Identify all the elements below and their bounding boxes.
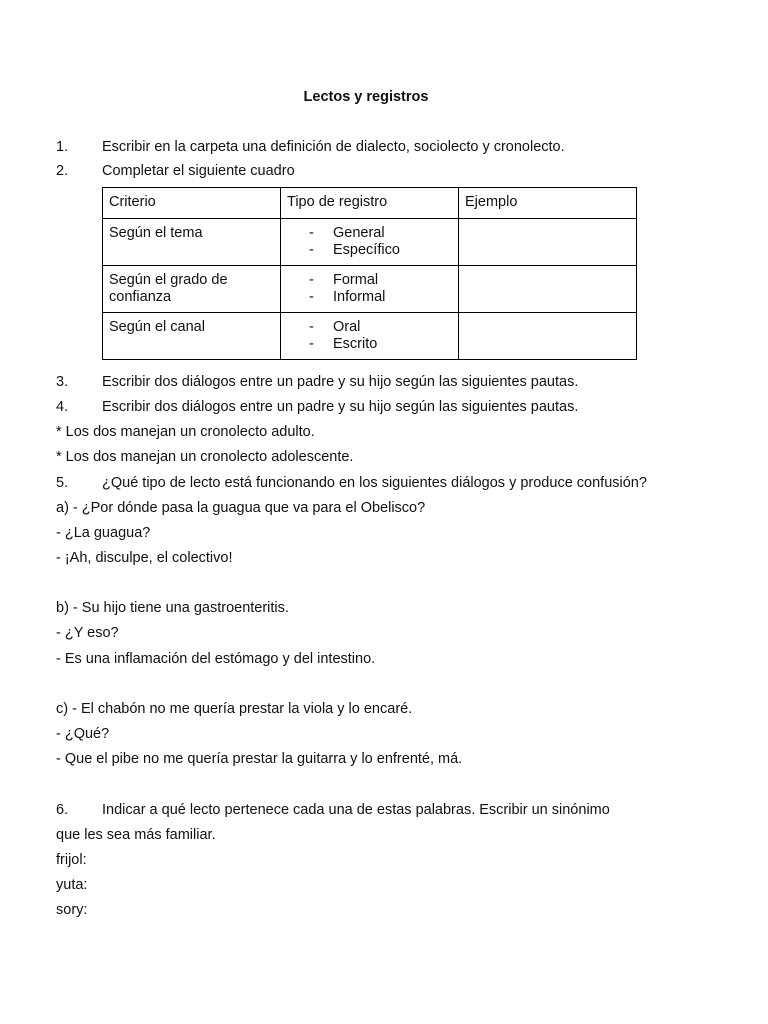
item-text-continuation: que les sea más familiar.: [56, 827, 216, 843]
dialogue-line: a) - ¿Por dónde pasa la guagua que va para el Obelisco?: [56, 500, 426, 516]
item-text: Escribir dos diálogos entre un padre y su hijo según las siguientes pautas.: [102, 399, 579, 415]
registro-item: Escrito: [333, 336, 378, 352]
registro-item: Informal: [333, 289, 386, 305]
table-header: Tipo de registro: [281, 188, 459, 219]
item-number: 4.: [56, 399, 69, 415]
item-text: Escribir dos diálogos entre un padre y su hijo según las siguientes pautas.: [102, 374, 579, 390]
criterio-text: Según el canal: [109, 319, 205, 335]
criterio-cell: [103, 266, 281, 313]
list-dash: -: [309, 242, 314, 258]
item-number: 2.: [56, 163, 69, 179]
registro-cell: [281, 313, 459, 360]
table-header-row: [103, 188, 637, 219]
item-number: 3.: [56, 374, 69, 390]
word-label: sory:: [56, 902, 88, 918]
registro-item: Oral: [333, 319, 361, 335]
table-header: Ejemplo: [459, 188, 637, 219]
page-title: Lectos y registros: [303, 89, 429, 105]
dialogue-line: b) - Su hijo tiene una gastroenteritis.: [56, 600, 289, 616]
criterio-text: confianza: [109, 289, 172, 305]
dialogue-line: - ¡Ah, disculpe, el colectivo!: [56, 550, 233, 566]
ejemplo-cell[interactable]: [459, 266, 637, 313]
dialogue-line: - ¿Qué?: [56, 726, 110, 742]
dialogue-line: - ¿La guagua?: [56, 525, 151, 541]
item-text: Completar el siguiente cuadro: [102, 163, 295, 179]
criterio-cell: [103, 219, 281, 266]
table-row: [103, 313, 637, 360]
table-header: Criterio: [103, 188, 281, 219]
registro-item: General: [333, 225, 385, 241]
item-number: 1.: [56, 139, 69, 155]
word-label: frijol:: [56, 852, 87, 868]
register-table: [102, 187, 637, 360]
bullet-line: * Los dos manejan un cronolecto adolescente.: [56, 449, 354, 465]
registro-item: Formal: [333, 272, 379, 288]
list-dash: -: [309, 225, 314, 241]
table-row: [103, 266, 637, 313]
item-text: ¿Qué tipo de lecto está funcionando en los siguientes diálogos y produce confusión?: [102, 475, 647, 491]
criterio-text: Según el tema: [109, 225, 203, 241]
list-dash: -: [309, 289, 314, 305]
table-row: [103, 219, 637, 266]
item-text: Indicar a qué lecto pertenece cada una de estas palabras. Escribir un sinónimo: [102, 802, 610, 818]
bullet-line: * Los dos manejan un cronolecto adulto.: [56, 424, 315, 440]
dialogue-line: - Que el pibe no me quería prestar la guitarra y lo enfrenté, má.: [56, 751, 463, 767]
ejemplo-cell[interactable]: [459, 219, 637, 266]
registro-item: Específico: [333, 242, 400, 258]
registro-cell: [281, 266, 459, 313]
dialogue-line: - ¿Y eso?: [56, 625, 119, 641]
item-number: 6.: [56, 802, 69, 818]
list-dash: -: [309, 336, 314, 352]
dialogue-line: - Es una inflamación del estómago y del intestino.: [56, 651, 376, 667]
dialogue-line: c) - El chabón no me quería prestar la viola y lo encaré.: [56, 701, 413, 717]
criterio-text: Según el grado de: [109, 272, 228, 288]
list-dash: -: [309, 272, 314, 288]
ejemplo-cell[interactable]: [459, 313, 637, 360]
registro-cell: [281, 219, 459, 266]
item-text: Escribir en la carpeta una definición de dialecto, sociolecto y cronolecto.: [102, 139, 565, 155]
item-number: 5.: [56, 475, 69, 491]
criterio-cell: [103, 313, 281, 360]
word-label: yuta:: [56, 877, 88, 893]
list-dash: -: [309, 319, 314, 335]
